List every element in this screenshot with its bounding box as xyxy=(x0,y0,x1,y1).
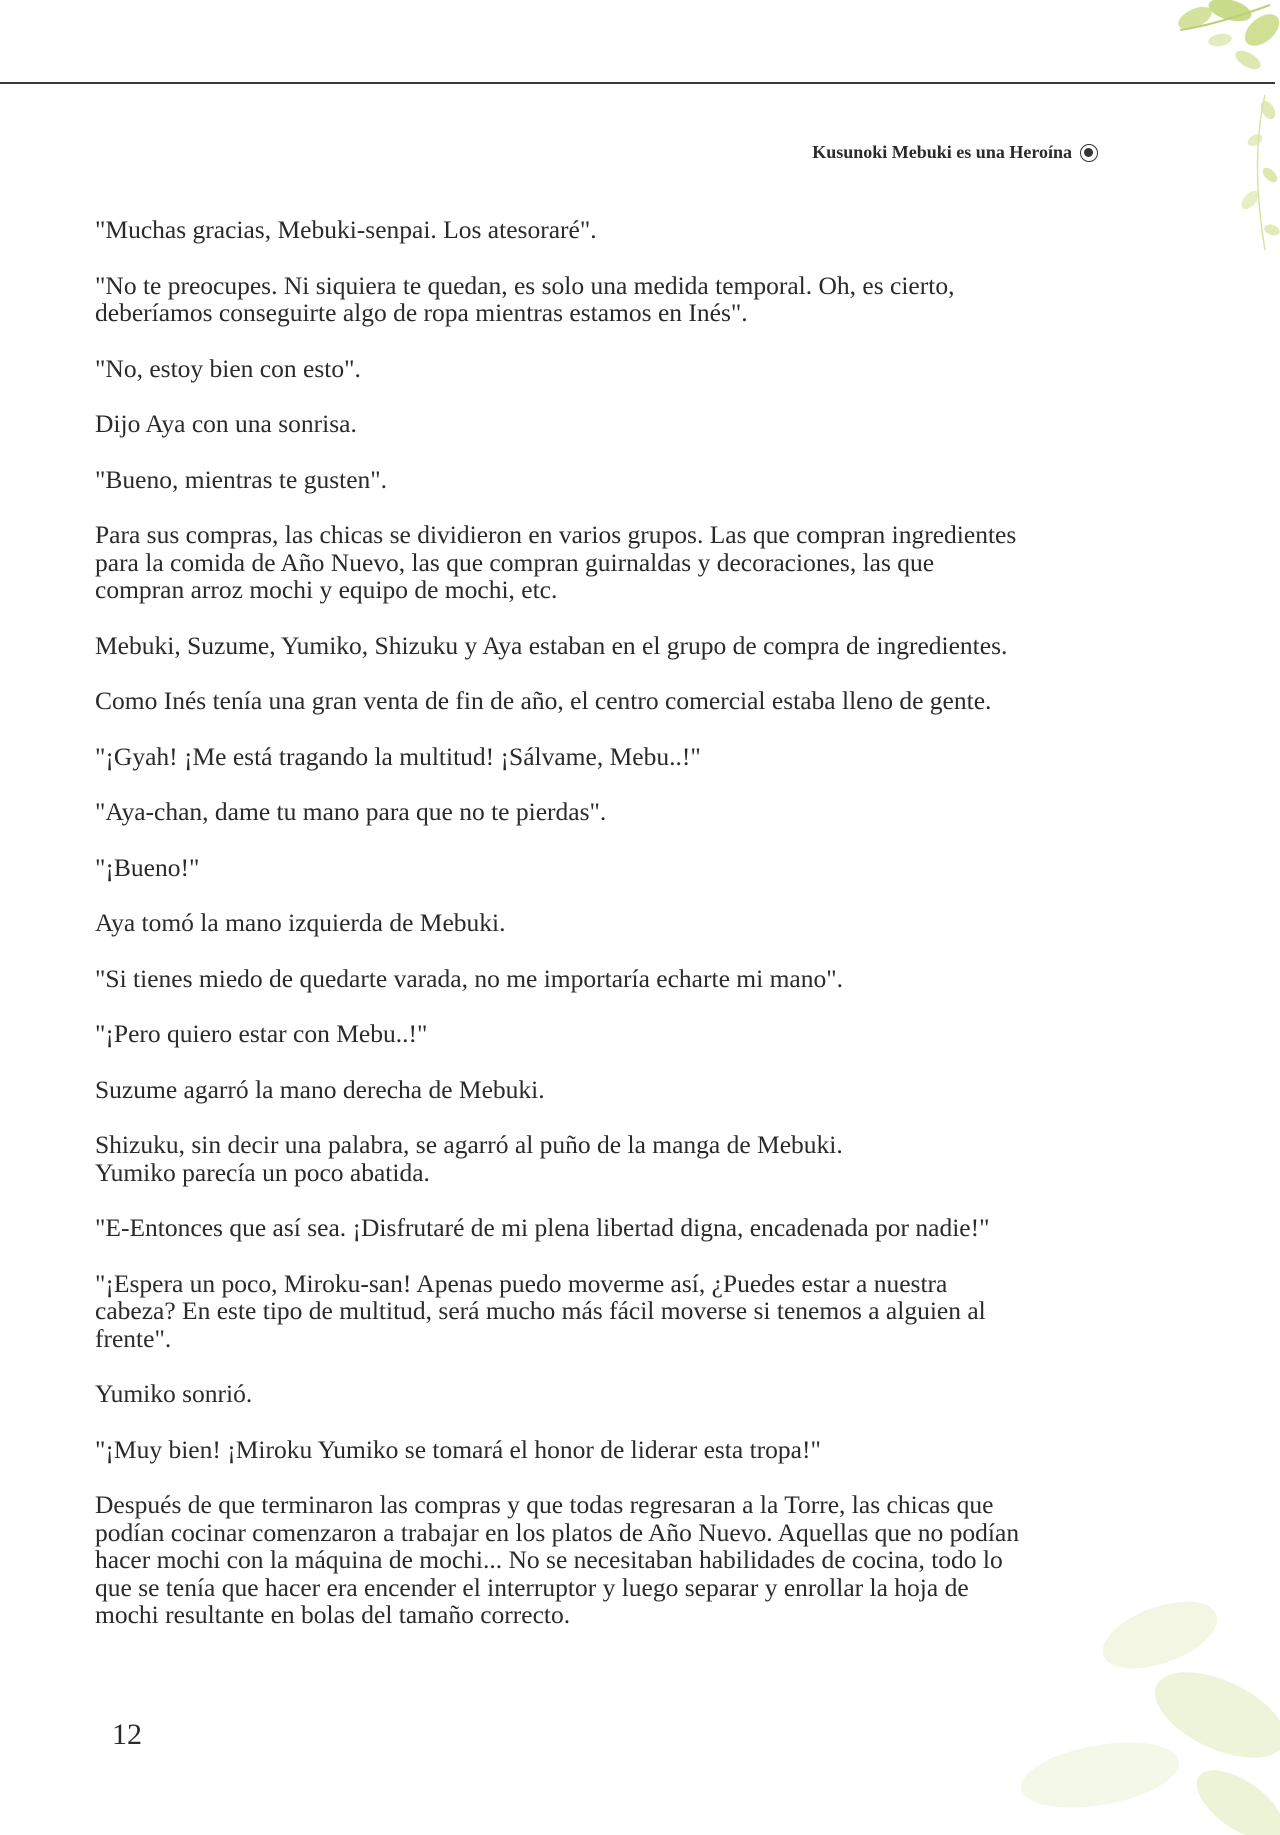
paragraph: Aya tomó la mano izquierda de Mebuki. xyxy=(95,908,506,937)
paragraph: Mebuki, Suzume, Yumiko, Shizuku y Aya estaban en el grupo de compra de ingredientes. xyxy=(95,630,1008,660)
circle-arrow-icon xyxy=(1080,144,1098,162)
paragraph: "E-Entonces que así sea. ¡Disfrutaré de mi plena libertad digna, encadenada por nadie!" xyxy=(95,1213,990,1242)
paragraph: "¡Espera un poco, Miroku-san! Apenas puedo moverme así, ¿Puedes estar a nuestra cabeza? En este tipo de multitud, será mucho más fácil moverse si tenemos a alguien al frente". xyxy=(95,1268,986,1353)
paragraph: Después de que terminaron las compras y que todas regresaran a la Torre, las chicas que podían cocinar comenzaron a trabajar en los platos de Año Nuevo. Aquellas que no podían hacer mochi con la máquina de mochi... No se necesitaban habilidades de cocina, todo lo que se tenía que hacer era encender el interruptor y luego separar y enrollar la hoja de mochi resultante en bolas del tamaño correcto. xyxy=(95,1490,1020,1629)
page-number: 12 xyxy=(112,1718,142,1751)
paragraph: "¡Muy bien! ¡Miroku Yumiko se tomará el honor de liderar esta tropa!" xyxy=(95,1434,821,1464)
paragraph: "¡Pero quiero estar con Mebu..!" xyxy=(95,1019,428,1048)
paragraph: "Muchas gracias, Mebuki-senpai. Los atesoraré". xyxy=(95,215,597,244)
paragraph: "No, estoy bien con esto". xyxy=(95,353,361,383)
paragraph: "Si tienes miedo de quedarte varada, no me importaría echarte mi mano". xyxy=(95,963,844,993)
paragraph: Suzume agarró la mano derecha de Mebuki. xyxy=(95,1074,545,1104)
paragraph: "¡Bueno!" xyxy=(95,852,200,882)
paragraph: Yumiko sonrió. xyxy=(95,1379,253,1408)
body-text xyxy=(95,216,1195,1657)
paragraph: "¡Gyah! ¡Me está tragando la multitud! ¡Sálvame, Mebu..!" xyxy=(95,741,701,771)
paragraph: Como Inés tenía una gran venta de fin de año, el centro comercial estaba lleno de gente. xyxy=(95,686,992,715)
top-rule xyxy=(0,82,1275,84)
paragraph: Shizuku, sin decir una palabra, se agarró al puño de la manga de Mebuki. Yumiko parecía un poco abatida. xyxy=(95,1130,843,1187)
paragraph: "No te preocupes. Ni siquiera te quedan, es solo una medida temporal. Oh, es cierto, deberíamos conseguirte algo de ropa mientras estamos en Inés". xyxy=(95,270,955,327)
paragraph: "Bueno, mientras te gusten". xyxy=(95,464,388,494)
paragraph: Dijo Aya con una sonrisa. xyxy=(95,409,357,438)
running-title: Kusunoki Mebuki es una Heroína xyxy=(812,142,1072,162)
running-header xyxy=(812,142,1098,163)
paragraph: Para sus compras, las chicas se dividieron en varios grupos. Las que compran ingredientes para la comida de Año Nuevo, las que compran guirnaldas y decoraciones, las que compran arroz mochi y equipo de mochi, etc. xyxy=(95,520,1017,604)
paragraph: "Aya-chan, dame tu mano para que no te pierdas". xyxy=(95,797,607,826)
